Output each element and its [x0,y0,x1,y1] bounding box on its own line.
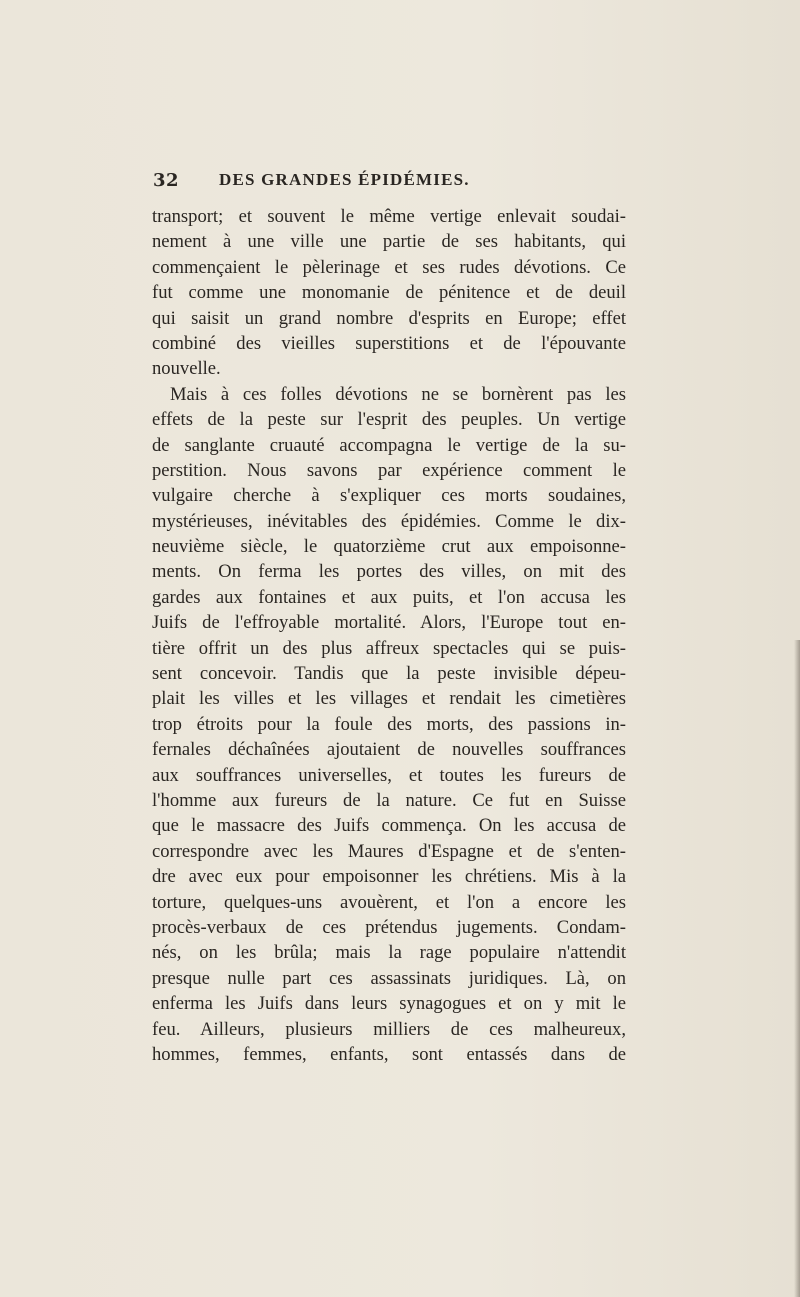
text-line: procès-verbaux de ces prétendus jugements. Condam- [152,916,626,938]
text-line: hommes, femmes, enfants, sont entassés dans de [152,1043,626,1065]
text-line: fut comme une monomanie de pénitence et de deuil [152,282,626,304]
text-line: plait les villes et les villages et rendait les cimetières [152,688,626,710]
text-line: fernales déchaînées ajoutaient de nouvelles souffrances [152,739,626,761]
page-edge-shadow [794,640,800,1297]
body-text [152,204,626,1067]
text-line: transport; et souvent le même vertige enlevait soudai- [152,206,626,227]
text-line: perstition. Nous savons par expérience comment le [152,459,626,481]
text-line: combiné des vieilles superstitions et de l'épouvante [152,332,626,354]
text-line: feu. Ailleurs, plusieurs milliers de ces malheureux, [152,1018,626,1040]
text-line: enferma les Juifs dans leurs synagogues et on y mit le [152,993,626,1015]
text-line: nement à une ville une partie de ses habitants, qui [152,231,626,253]
page-number: 32 [153,170,180,191]
text-line: commençaient le pèlerinage et ses rudes dévotions. Ce [152,256,626,278]
text-line: aux souffrances universelles, et toutes les fureurs de [152,764,626,786]
text-line: mystérieuses, inévitables des épidémies. Comme le dix- [152,510,626,532]
text-line: sent concevoir. Tandis que la peste invisible dépeu- [152,663,626,685]
text-line: gardes aux fontaines et aux puits, et l'on accusa les [152,586,626,608]
text-line: ments. On ferma les portes des villes, on mit des [152,561,626,583]
text-line: Mais à ces folles dévotions ne se bornèrent pas les [170,383,626,405]
text-line: correspondre avec les Maures d'Espagne et de s'enten- [152,840,626,862]
text-line: qui saisit un grand nombre d'esprits en Europe; effet [152,307,626,329]
text-line: dre avec eux pour empoisonner les chrétiens. Mis à la [152,866,626,888]
text-line: Juifs de l'effroyable mortalité. Alors, l'Europe tout en- [152,612,626,634]
text-line: nés, on les brûla; mais la rage populaire n'attendit [152,942,626,964]
text-line: presque nulle part ces assassinats juridiques. Là, on [152,967,626,989]
text-line: vulgaire cherche à s'expliquer ces morts soudaines, [152,485,626,507]
text-line: nouvelle. [152,358,221,380]
text-line: trop étroits pour la foule des morts, des passions in- [152,713,626,735]
text-line: de sanglante cruauté accompagna le vertige de la su- [152,434,626,456]
text-line: que le massacre des Juifs commença. On les accusa de [152,815,626,837]
text-line: tière offrit un des plus affreux spectacles qui se puis- [152,637,626,659]
text-line: torture, quelques-uns avouèrent, et l'on a encore les [152,891,626,913]
text-line: neuvième siècle, le quatorzième crut aux empoisonne- [152,536,626,558]
page-header [153,170,633,194]
text-line: l'homme aux fureurs de la nature. Ce fut en Suisse [152,789,626,811]
running-head: DES GRANDES ÉPIDÉMIES. [219,170,470,189]
text-line: effets de la peste sur l'esprit des peuples. Un vertige [152,409,626,431]
